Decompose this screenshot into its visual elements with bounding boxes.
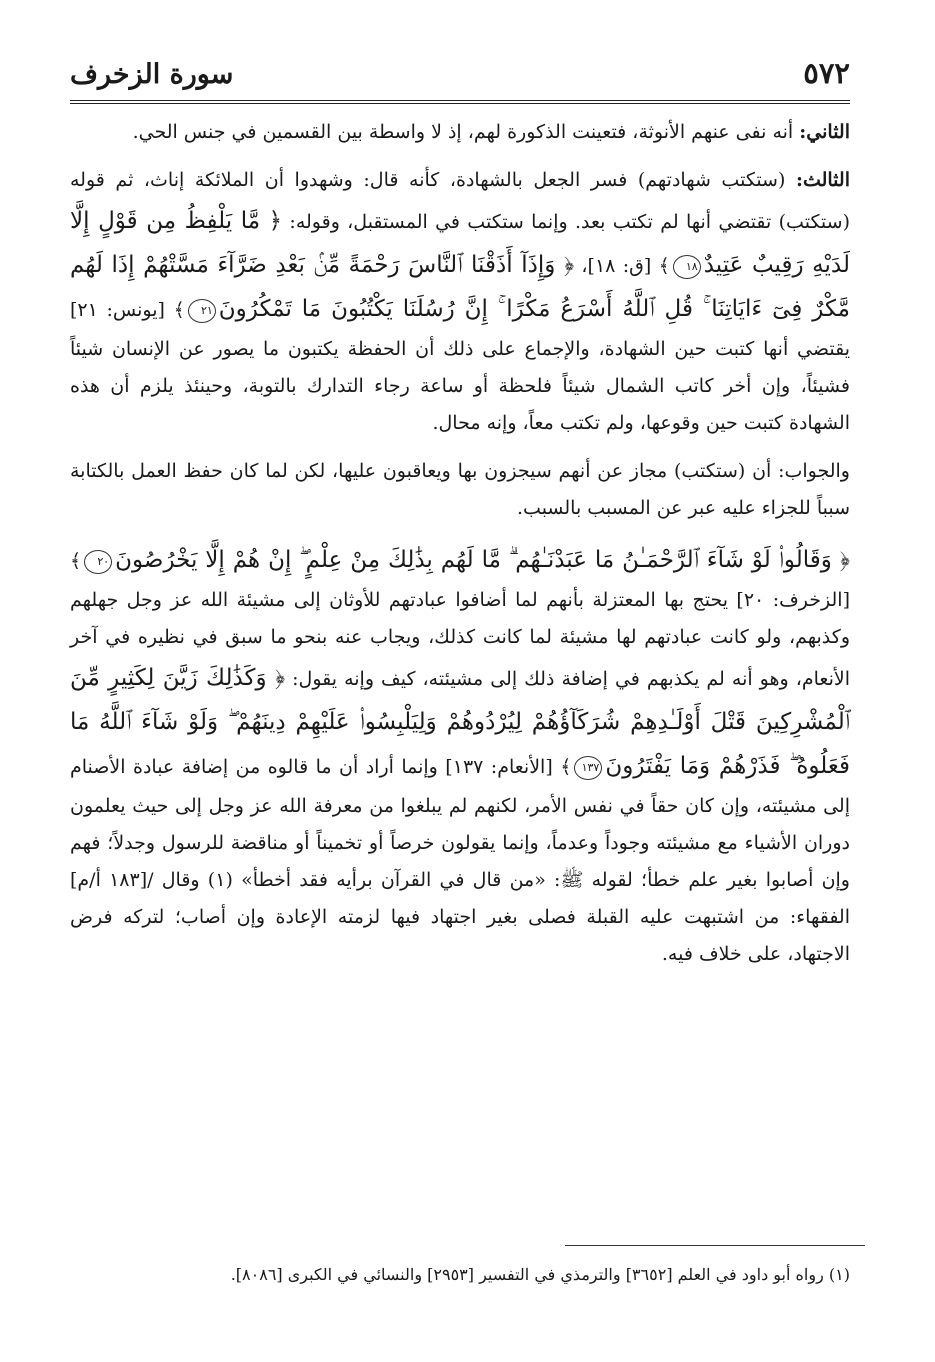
paragraph-lead: الثالث: bbox=[795, 169, 850, 191]
paragraph-text: (ستكتب شهادتهم) فسر الجعل بالشهادة، كأنه قال: وشهدوا أن الملائكة إناث، ثم قوله (ستكتب) تقتضي أنها لم تكتب بعد. وإنما ستكتب في المستقبل، وقوله: bbox=[70, 169, 851, 233]
quran-verse: ﴿ مَّا يَلْفِظُ مِن قَوْلٍ إِلَّا لَدَيْهِ رَقِيبٌ عَتِيدٌ bbox=[70, 208, 850, 278]
page-header bbox=[70, 44, 850, 88]
header-rule bbox=[70, 100, 850, 104]
page-number: ٥٧٢ bbox=[803, 56, 850, 90]
paragraph-third bbox=[70, 162, 850, 442]
paragraph-verse-20 bbox=[70, 538, 850, 973]
verse-number-mark: ١٨ bbox=[673, 255, 701, 279]
verse-reference: ﴾ [ق: ١٨]، bbox=[574, 255, 670, 277]
body-text bbox=[70, 114, 850, 973]
verse-number-mark: ٢١ bbox=[188, 299, 216, 323]
page bbox=[70, 44, 850, 984]
footnote: (١) رواه أبو داود في العلم [٣٦٥٢] والترمذي في التفسير [٢٩٥٣] والنسائي في الكبرى [٨٠٨٦]. bbox=[230, 1265, 850, 1284]
quran-verse: ﴿ وَقَالُوا۟ لَوْ شَآءَ ٱلرَّحْمَـٰنُ مَا عَبَدْنَـٰهُم ۗ مَّا لَهُم بِذَٰلِكَ مِنْ عِلْمٍ ۖ إِنْ هُمْ إِلَّا يَخْرُصُونَ bbox=[115, 547, 850, 573]
paragraph-text: أنه نفى عنهم الأنوثة، فتعينت الذكورة لهم، إذ لا واسطة بين القسمين في جنس الحي. bbox=[132, 121, 800, 143]
verse-reference: ﴾ [يونس: ٢١] يقتضي أنها كتبت حين الشهادة، والإجماع على ذلك أن الحفظة يكتبون ما يصور عن الإنسان شيئاً فشيئاً، وإن أخر كاتب الشمال شيئاً فلحظة أو ساعة رجاء التدارك بالتوبة، وحينئذ يلزم أن هذه الشهادة كتبت حين وقوعها، ولم تكتب معاً، وإنه محال. bbox=[70, 299, 850, 434]
paragraph-text: والجواب: أن (ستكتب) مجاز عن أنهم سيجزون بها ويعاقبون عليها، لكن لما كان حفظ العمل بالكتابة سبباً للجزاء عليه عبر عن المسبب بالسبب. bbox=[70, 460, 850, 519]
verse-reference: ﴾ [الأنعام: ١٣٧] وإنما أراد أن ما قالوه من إضافة عبادة الأصنام إلى مشيئته، وإن كان حقاً في نفس الأمر، لكنهم لم يبلغوا من معرفة الله عز وجل إلى حيث يعلمون دوران الأشياء مع مشيئته وجوداً وعدماً، وإنما يقولون خرصاً أو تخميناً أو مناقضة للرسول وجدلاً؛ فهم وإن أصابوا بغير علم خطأ؛ لقوله ﷺ: «من قال في القرآن برأيه فقد أخطأ» (١) وقال /[١٨٣ أ/م] الفقهاء: من اشتبهت عليه القبلة فصلى بغير اجتهاد فيها لزمته الإعادة وإن أصاب؛ لتركه فرض الاجتهاد، على خلاف فيه. bbox=[70, 756, 850, 965]
quran-verse: ﴿ وَإِذَآ أَذَقْنَا ٱلنَّاسَ رَحْمَةً مِّنۢ بَعْدِ ضَرَّآءَ مَسَّتْهُمْ إِذَا لَهُم مَّكْرٌ فِىٓ ءَايَاتِنَا ۚ قُلِ ٱللَّهُ أَسْرَعُ مَكْرًا ۚ إِنَّ رُسُلَنَا يَكْتُبُونَ مَا تَمْكُرُونَ bbox=[70, 252, 851, 322]
quran-verse: ﴿ وَكَذَٰلِكَ زَيَّنَ لِكَثِيرٍ مِّنَ ٱلْمُشْرِكِينَ قَتْلَ أَوْلَـٰدِهِمْ شُرَكَآؤُهُمْ لِيُرْدُوهُمْ وَلِيَلْبِسُوا۟ عَلَيْهِمْ دِينَهُمْ ۖ وَلَوْ شَآءَ ٱللَّهُ مَا فَعَلُوهُ ۖ فَذَرْهُمْ وَمَا يَفْتَرُونَ bbox=[70, 665, 850, 779]
footnote-rule bbox=[565, 1245, 865, 1246]
verse-number-mark: ١٣٧ bbox=[574, 756, 602, 780]
surah-title: سورة الزخرف bbox=[70, 59, 234, 90]
verse-number-mark: ٢٠ bbox=[84, 550, 112, 574]
paragraph-lead: الثاني: bbox=[799, 121, 850, 143]
verse-reference: ﴾ [الزخرف: ٢٠] يحتج بها المعتزلة بأنهم لما أضافوا عبادتهم للأوثان إلى مشيئة الله عز وجل جهلهم وكذبهم، ولو كانت عبادتهم لها مشيئة لما كانت كذلك، ويجاب عنه بنحو ما سبق في نظيره في آخر الأنعام، وهو أنه لم يكذبهم في إضافة ذلك إلى مشيئته، كيف وإنه يقول: bbox=[70, 550, 850, 690]
paragraph-second bbox=[70, 114, 850, 151]
paragraph-answer bbox=[70, 453, 850, 527]
